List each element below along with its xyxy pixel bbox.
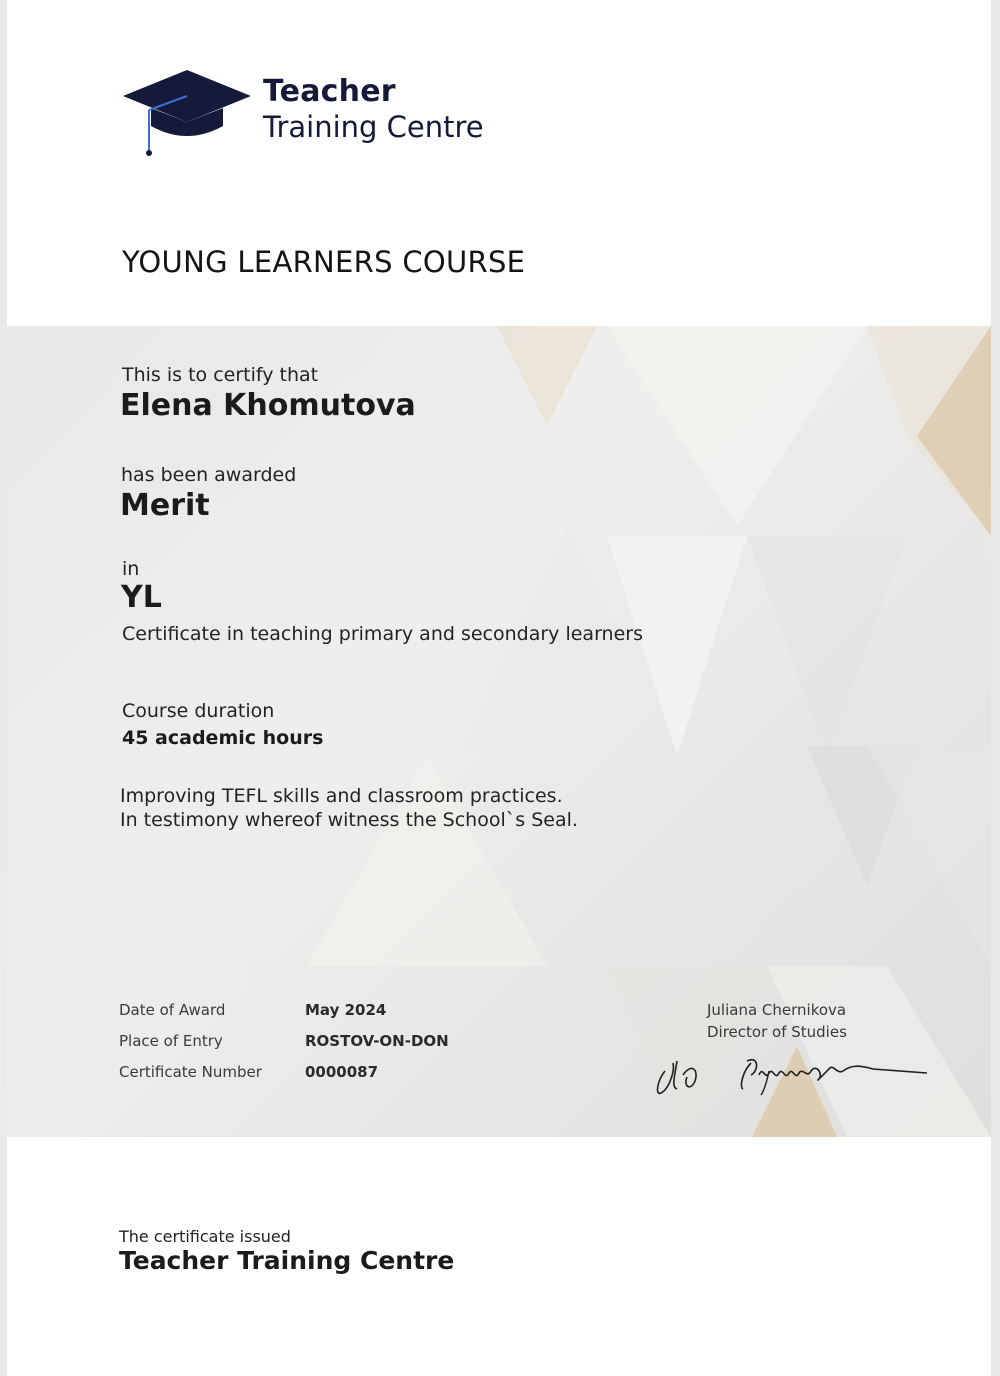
logo-text-training-centre: Training Centre <box>263 110 484 144</box>
graduation-cap-icon <box>123 66 259 162</box>
certificate-page <box>7 0 991 1376</box>
certificate-body <box>7 326 991 1137</box>
recipient-name: Elena Khomutova <box>120 388 416 423</box>
award-grade: Merit <box>120 488 210 523</box>
issuer-name: Teacher Training Centre <box>119 1246 455 1275</box>
awarded-label: has been awarded <box>121 464 297 486</box>
logo <box>123 66 543 162</box>
certificate-number-value: 0000087 <box>305 1063 379 1081</box>
signatory-name: Juliana Chernikova <box>707 1001 847 1019</box>
place-label: Place of Entry <box>119 1032 223 1050</box>
in-label: in <box>122 558 140 580</box>
date-value: May 2024 <box>305 1001 387 1019</box>
issued-label: The certificate issued <box>119 1227 291 1246</box>
logo-text-teacher: Teacher <box>263 74 396 109</box>
subject-code: YL <box>121 580 162 615</box>
certificate-number-label: Certificate Number <box>119 1063 262 1081</box>
statement-line-2: In testimony whereof witness the School`s Seal. <box>120 809 578 831</box>
statement-line-1: Improving TEFL skills and classroom practices. <box>120 785 563 807</box>
page-edge-left <box>0 0 7 1376</box>
course-title: YOUNG LEARNERS COURSE <box>122 245 526 279</box>
page-edge-right <box>991 0 1000 1376</box>
place-value: ROSTOV-ON-DON <box>305 1032 449 1050</box>
signature-image <box>647 1041 937 1101</box>
subject-description: Certificate in teaching primary and secondary learners <box>122 623 643 645</box>
certify-intro: This is to certify that <box>122 364 319 386</box>
signatory-title: Director of Studies <box>707 1023 847 1041</box>
duration-value: 45 academic hours <box>122 727 324 749</box>
date-label: Date of Award <box>119 1001 226 1019</box>
duration-label: Course duration <box>122 700 275 722</box>
